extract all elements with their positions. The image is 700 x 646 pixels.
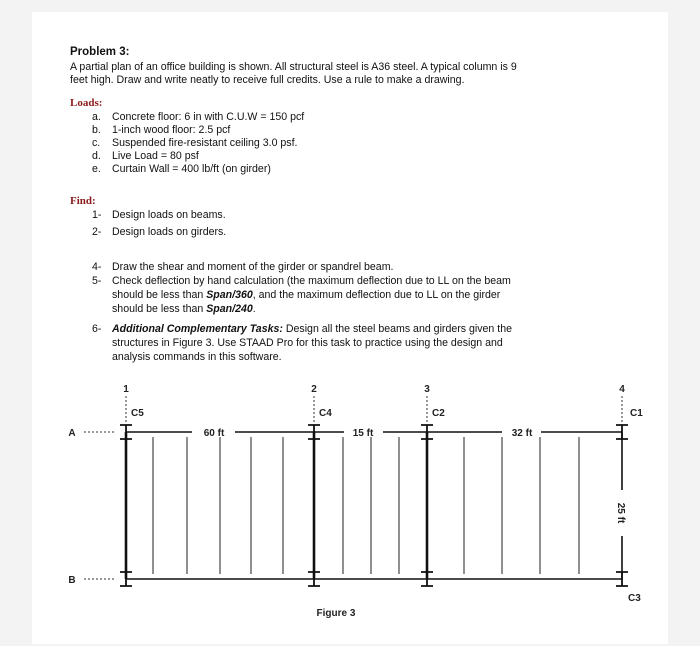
figure-caption: Figure 3 xyxy=(316,608,356,619)
dimension-label: 15 ft xyxy=(352,428,374,439)
load-item: Suspended fire-resistant ceiling 3.0 psf. xyxy=(112,137,298,149)
load-item: 1-inch wood floor: 2.5 pcf xyxy=(112,124,231,136)
loads-heading: Loads: xyxy=(70,97,103,109)
dimension-label-vertical: 25 ft xyxy=(615,502,626,524)
load-marker: c. xyxy=(92,137,101,149)
load-marker: b. xyxy=(92,124,101,136)
task-marker: 6- xyxy=(92,323,102,335)
gridline-label: 2 xyxy=(311,384,317,395)
columns xyxy=(126,432,427,579)
load-item: Concrete floor: 6 in with C.U.W = 150 pcf xyxy=(112,111,305,123)
gridline-label: 3 xyxy=(424,384,430,395)
column-label: C5 xyxy=(131,408,144,419)
dimension-label: 60 ft xyxy=(203,428,225,439)
load-item: Live Load = 80 psf xyxy=(112,150,199,162)
gridline-label: 1 xyxy=(123,384,129,395)
column-label: C4 xyxy=(319,408,332,419)
column-label: C3 xyxy=(628,593,641,604)
task-5-text: should be less than xyxy=(112,303,207,315)
gridline-label: 4 xyxy=(619,384,625,395)
span-240-limit: Span/240 xyxy=(206,303,253,315)
find-item: Design loads on girders. xyxy=(112,226,227,238)
load-marker: d. xyxy=(92,150,101,162)
task-4-text: Draw the shear and moment of the girder or spandrel beam. xyxy=(112,261,394,273)
task-6-lead: Additional Complementary Tasks: xyxy=(112,323,283,335)
task-6-text: Design all the steel beams and girders given the xyxy=(282,323,512,335)
problem-heading: Problem 3: xyxy=(70,46,130,58)
column-label: C2 xyxy=(432,408,445,419)
load-marker: e. xyxy=(92,163,101,175)
row-label: B xyxy=(68,575,76,586)
dimension-label: 32 ft xyxy=(511,428,533,439)
floor-plan-figure xyxy=(32,12,668,644)
find-heading: Find: xyxy=(70,195,96,207)
load-marker: a. xyxy=(92,111,101,123)
span-360-limit: Span/360 xyxy=(206,289,253,301)
problem-intro-line-1: A partial plan of an office building is shown. All structural steel is A36 steel. A typical column is 9 xyxy=(70,61,517,73)
filler-beams xyxy=(153,437,579,574)
i-section-symbols xyxy=(120,425,628,586)
task-marker: 5- xyxy=(92,275,102,287)
load-item: Curtain Wall = 400 lb/ft (on girder) xyxy=(112,163,271,175)
task-6-line-2: structures in Figure 3. Use STAAD Pro for this task to practice using the design and xyxy=(112,337,503,349)
task-6-line-3: analysis commands in this software. xyxy=(112,351,282,363)
gridline-leaders xyxy=(84,396,622,579)
find-marker: 1- xyxy=(92,209,102,221)
row-label: A xyxy=(68,428,76,439)
task-5-line-1: Check deflection by hand calculation (the maximum deflection due to LL on the beam xyxy=(112,275,511,287)
problem-intro-line-2: feet high. Draw and write neatly to receive full credits. Use a rule to make a drawing. xyxy=(70,74,465,86)
task-5-text: should be less than xyxy=(112,289,207,301)
find-marker: 2- xyxy=(92,226,102,238)
find-item: Design loads on beams. xyxy=(112,209,226,221)
document-page xyxy=(32,12,668,644)
column-label: C1 xyxy=(630,408,643,419)
task-5-text: . xyxy=(252,303,256,315)
task-marker: 4- xyxy=(92,261,102,273)
task-5-text: , and the maximum deflection due to LL on the girder xyxy=(252,289,501,301)
